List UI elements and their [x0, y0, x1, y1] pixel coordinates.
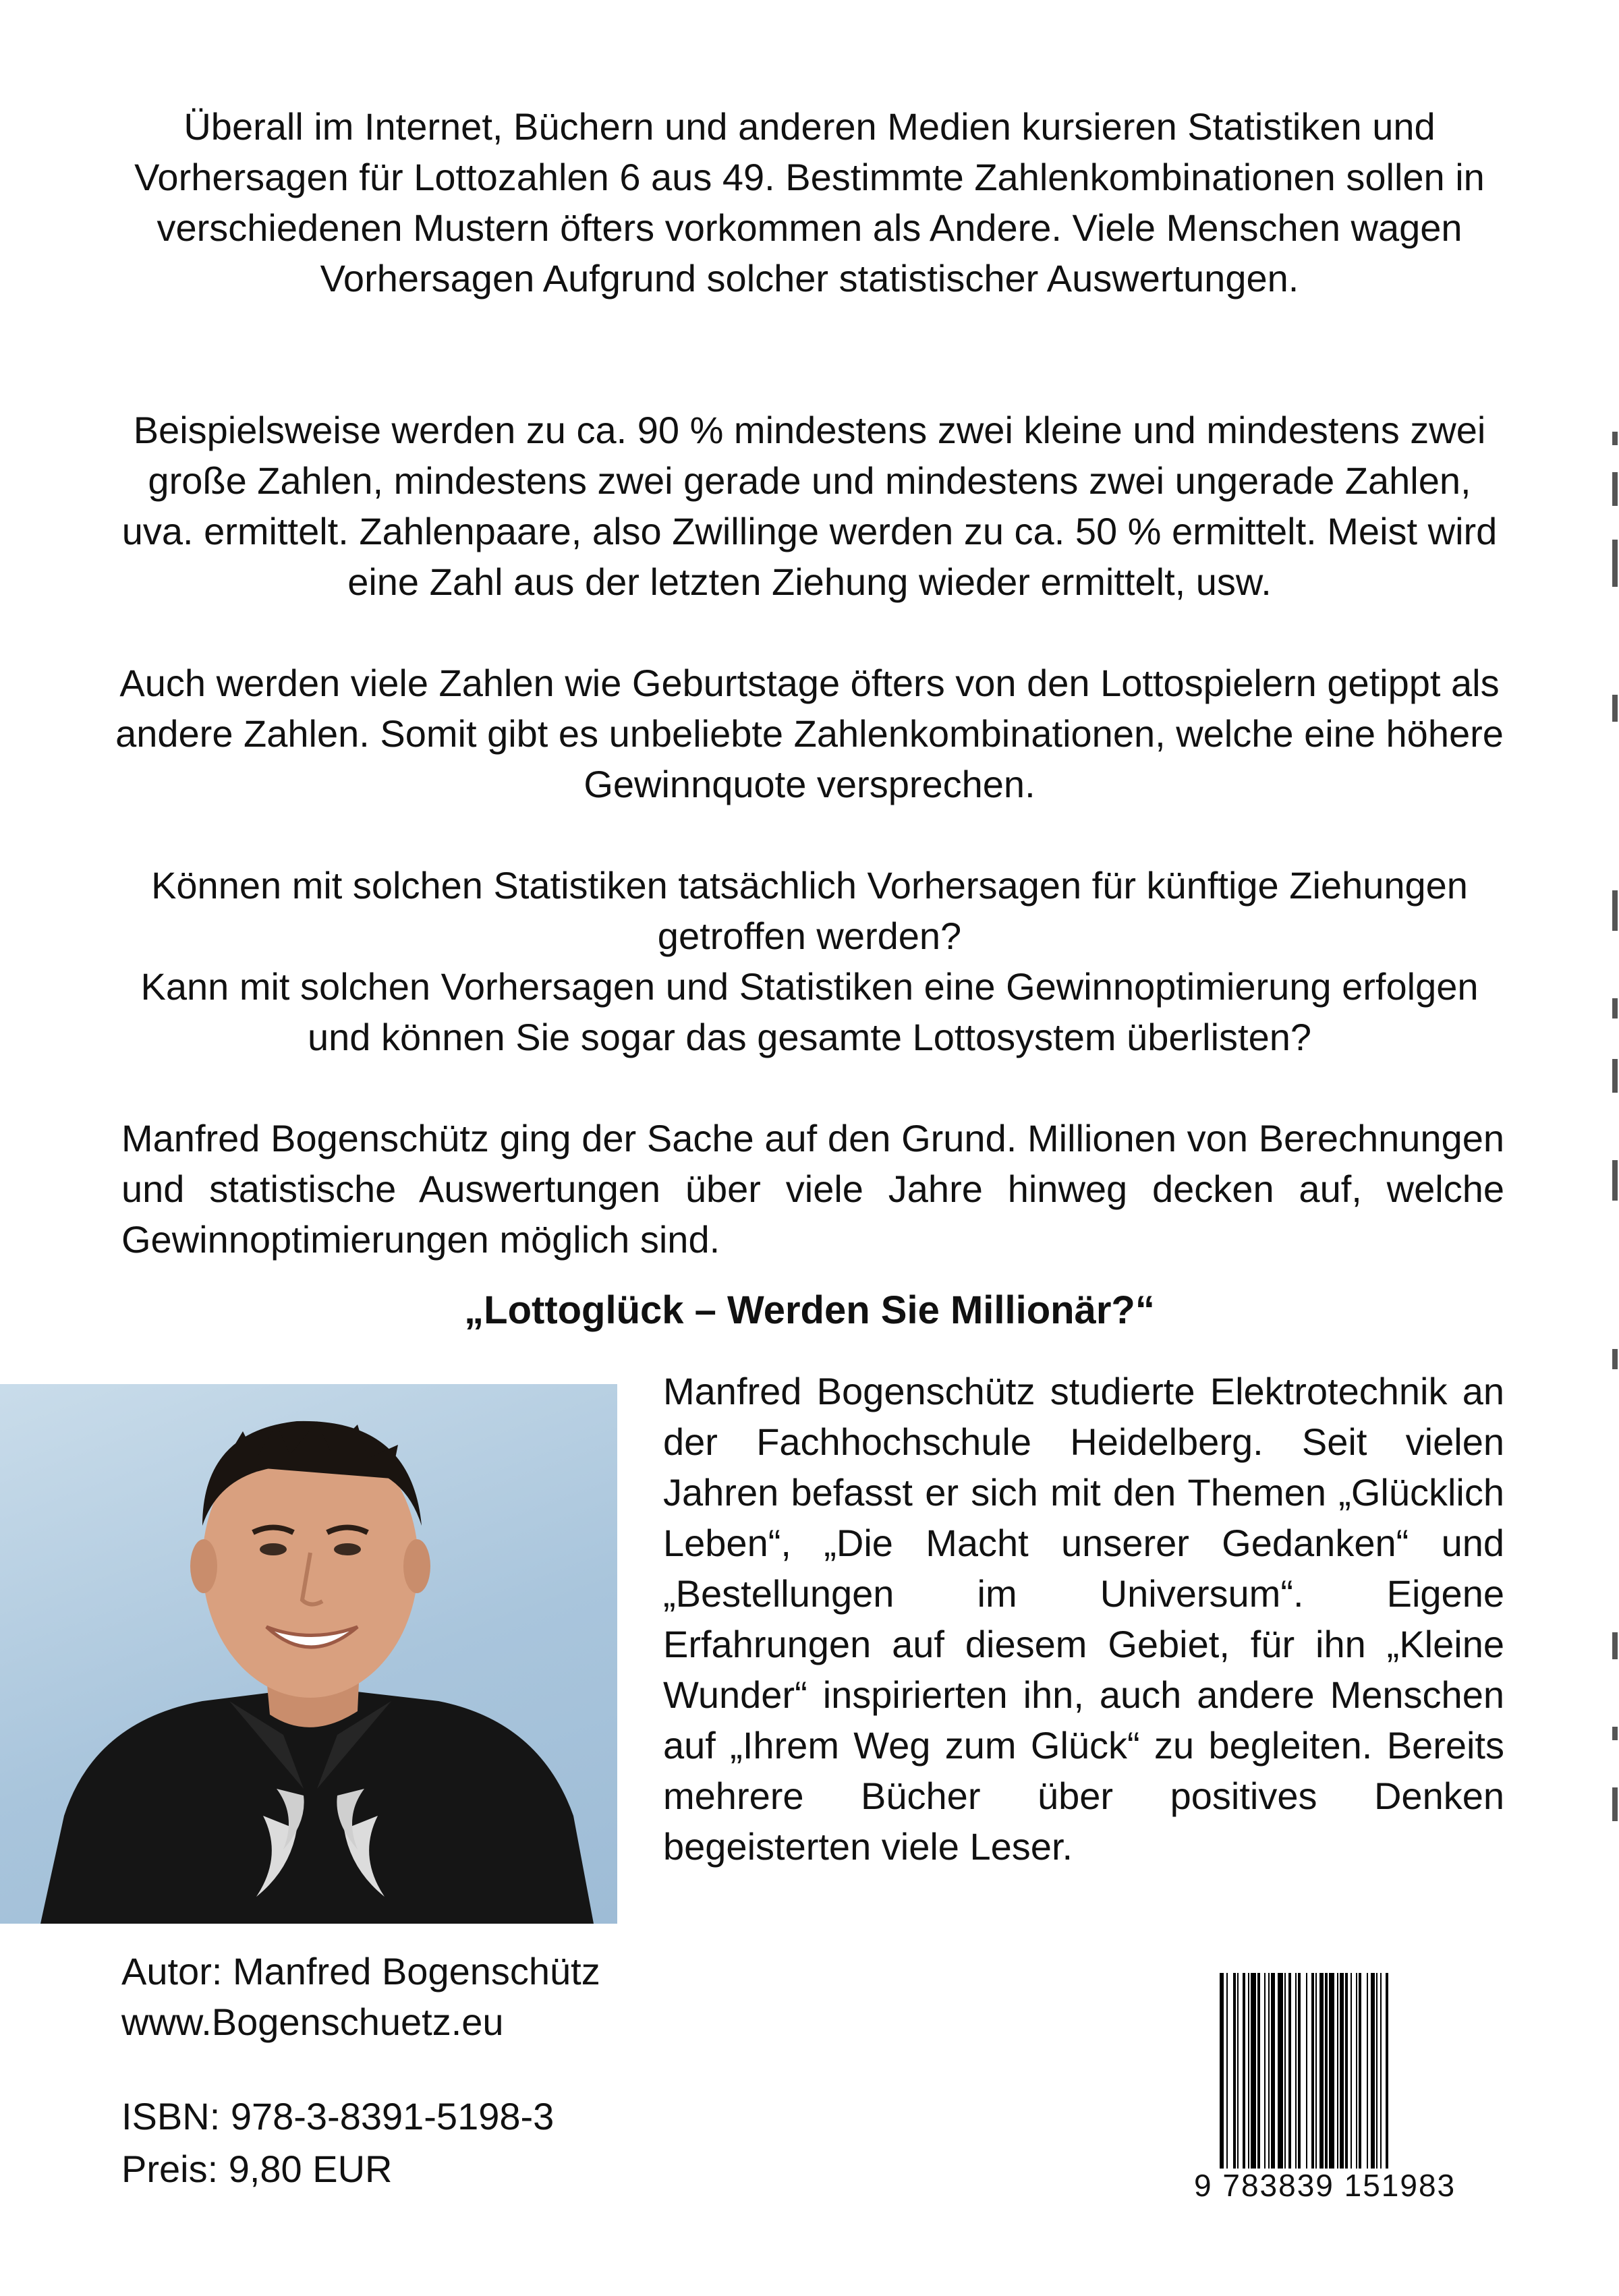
barcode-bar	[1319, 1973, 1324, 2169]
barcode-bar	[1288, 1973, 1291, 2169]
barcode-bar	[1226, 1973, 1228, 2169]
isbn: ISBN: 978-3-8391-5198-3	[121, 2095, 555, 2137]
barcode-bar	[1356, 1973, 1357, 2169]
author-bio: Manfred Bogenschütz studierte Elektrotechnik an der Fachhochschule Heidelberg. Seit vielen Jahren befasst er sich mit den Themen „Glücklich Leben“, „Die Macht unserer Gedanken“ und „Bestellungen im Universum“. Eigene Erfahrungen auf diesem Gebiet, für ihn „Kleine Wunder“ inspirierten ihn, auch andere Menschen auf „Ihrem Weg zum Glück“ zu begleiten. Bereits mehrere Bücher über positives Denken begeisterten viele Leser.	[663, 1370, 1504, 1868]
barcode-bar	[1325, 1973, 1328, 2169]
barcode-number: 9 783839 151983	[1194, 2168, 1456, 2203]
barcode-bar	[1371, 1973, 1375, 2169]
barcode-bar	[1248, 1973, 1249, 2169]
barcode-bar	[1376, 1973, 1377, 2169]
barcode-bar	[1271, 1973, 1275, 2169]
book-title: „Lottoglück – Werden Sie Millionär?“	[464, 1288, 1155, 1332]
barcode-bar	[1386, 1973, 1388, 2169]
price: Preis: 9,80 EUR	[121, 2148, 393, 2190]
barcode-bar	[1367, 1973, 1368, 2169]
barcode-bar	[1345, 1973, 1348, 2169]
barcode-bar	[1264, 1973, 1266, 2169]
author-name: Autor: Manfred Bogenschütz	[121, 1950, 600, 1992]
author-website[interactable]: www.Bogenschuetz.eu	[121, 2001, 504, 2043]
barcode-bar	[1315, 1973, 1317, 2169]
barcode-bar	[1278, 1973, 1283, 2169]
barcode-bar	[1257, 1973, 1260, 2169]
barcode-bar	[1380, 1973, 1382, 2169]
author-photo	[0, 1384, 617, 1924]
barcode-bar	[1306, 1973, 1307, 2169]
barcode-bar	[1337, 1973, 1338, 2169]
barcode	[1220, 1973, 1495, 2169]
barcode-bar	[1298, 1973, 1301, 2169]
barcode-bar	[1220, 1973, 1224, 2169]
barcode-bar	[1295, 1973, 1297, 2169]
barcode-bar	[1233, 1973, 1236, 2169]
question-paragraph-1: Können mit solchen Statistiken tatsächlich Vorhersagen für künftige Ziehungen getroffen werden?	[151, 864, 1468, 957]
barcode-bar	[1237, 1973, 1239, 2169]
spine-edge	[1604, 0, 1619, 2296]
birthday-paragraph: Auch werden viele Zahlen wie Geburtstage öfters von den Lottospielern getippt als andere Zahlen. Somit gibt es unbeliebte Zahlenkombinationen, welche eine höhere Gewinnquote versprechen.	[115, 662, 1504, 805]
barcode-bar	[1311, 1973, 1314, 2169]
barcode-bar	[1268, 1973, 1270, 2169]
barcode-bar	[1359, 1973, 1361, 2169]
intro-paragraph: Überall im Internet, Büchern und anderen Medien kursieren Statistiken und Vorhersagen für Lottozahlen 6 aus 49. Bestimmte Zahlenkombinationen sollen in verschiedenen Mustern öfters vorkommen als Andere. Viele Menschen wagen Vorhersagen Aufgrund solcher statistischer Auswertungen.	[134, 105, 1485, 299]
research-paragraph: Manfred Bogenschütz ging der Sache auf den Grund. Millionen von Berechnungen und statistische Auswertungen über viele Jahre hinweg decken auf, welche Gewinnoptimierungen möglich sind.	[121, 1117, 1504, 1261]
barcode-bar	[1351, 1973, 1352, 2169]
barcode-bar	[1329, 1973, 1334, 2169]
barcode-bar	[1340, 1973, 1344, 2169]
question-paragraph-2: Kann mit solchen Vorhersagen und Statistiken eine Gewinnoptimierung erfolgen und können Sie sogar das gesamte Lottosystem überlisten?	[140, 965, 1479, 1058]
barcode-bar	[1284, 1973, 1286, 2169]
barcode-bar	[1251, 1973, 1256, 2169]
barcode-bar	[1243, 1973, 1245, 2169]
example-paragraph: Beispielsweise werden zu ca. 90 % mindestens zwei kleine und mindestens zwei große Zahlen, mindestens zwei gerade und mindestens zwei ungerade Zahlen, uva. ermittelt. Zahlenpaare, also Zwillinge werden zu ca. 50 % ermittelt. Meist wird eine Zahl aus der letzten Ziehung wieder ermittelt, usw.	[121, 409, 1498, 603]
